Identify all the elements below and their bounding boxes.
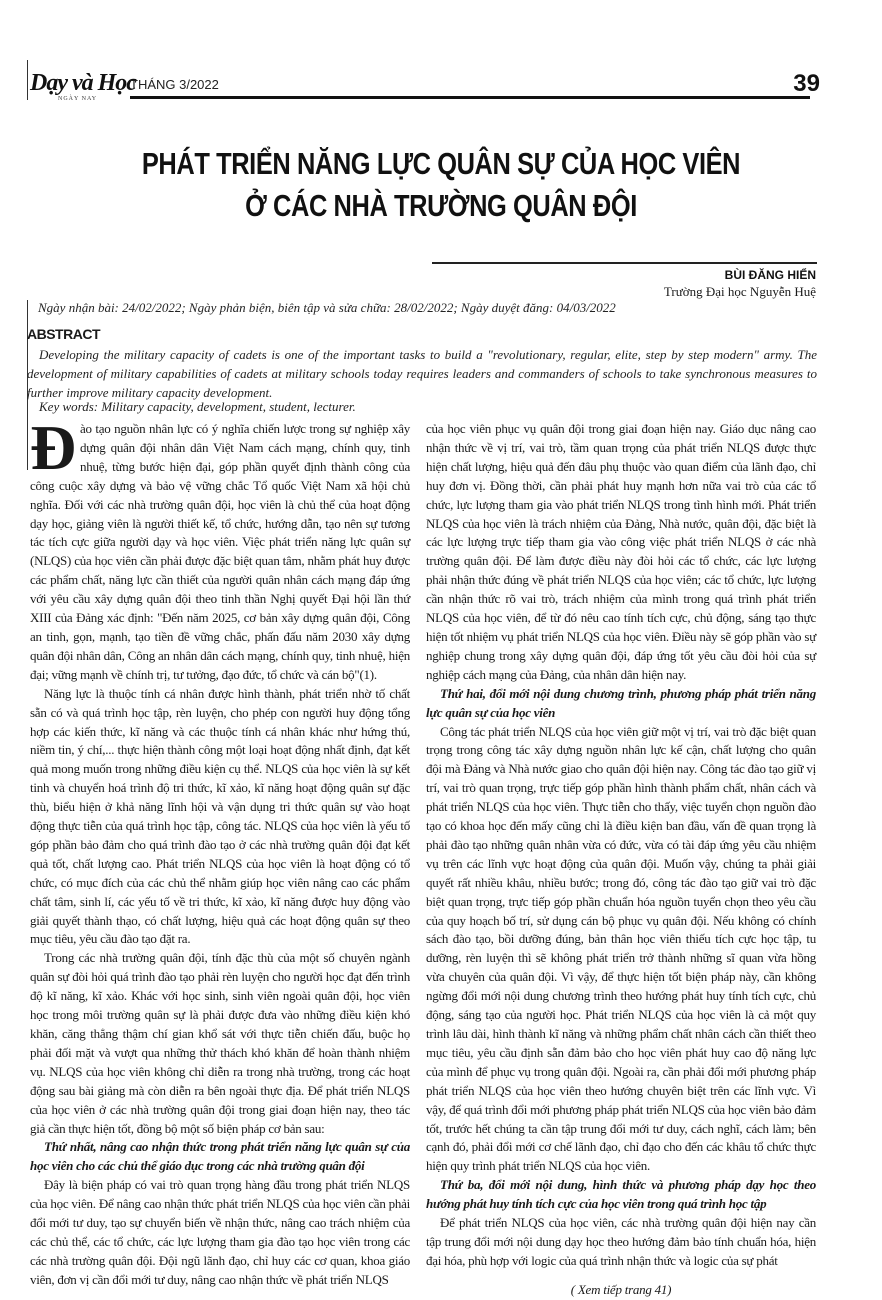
abstract-heading: ABSTRACT: [27, 326, 100, 342]
paragraph-intro: [30, 412, 410, 685]
page-header: [30, 68, 820, 108]
paragraph: Đây là biện pháp có vai trò quan trọng hàng đầu trong phát triển NLQS của học viên. Để nâng cao nhận thức phát triển NLQS của học viên cần phải đổi mới tư duy, tạo sự chuyển biến về nhận thức, nâng cao trách nhiệm của các chủ thể, các tổ chức, các lực lượng tham gia đào tạo học viên trong các các nhà trường quân đội. Đội ngũ lãnh đạo, chỉ huy các cơ quan, khoa giáo viên, đơn vị cần đổi mới tư duy, nâng cao nhận thức về phát triển NLQS: [30, 1177, 410, 1287]
author-affiliation: Trường Đại học Nguyễn Huệ: [663, 284, 816, 299]
section-heading-2: Thứ hai, đổi mới nội dung chương trình, phương pháp phát triển năng lực quân sự của học viên: [426, 685, 816, 720]
paragraph-continued: của học viên phục vụ quân đội trong giai đoạn hiện nay. Giáo dục nâng cao nhận thức về vị trí, vai trò, tầm quan trọng của phát triển NLQS được thực hiện chất lượng, hiệu quả đến đâu phụ thuộc vào quan điểm của lãnh đạo, chỉ huy đơn vị. Đồng thời, cần phải phát huy mạnh hơn nữa vai trò của các tổ chức, lực lượng tham gia vào phát triển NLQS trong tình hình mới. Phát triển NLQS của học viên là trách nhiệm của Đảng, Nhà nước, quân đội, đặc biệt là các lực lượng trực tiếp tham gia vào công việc phát triển NLQS ở các nhà trường quân đội. Để làm được điều này đòi hỏi các tổ chức, các lực lượng phải nhận thức đúng về phát triển NLQS của học viên; các tổ chức, lực lượng cần nhận thức rõ vai trò, trách nhiệm của mình trong quá trình phát triển NLQS của học viên, để từ đó nêu cao tính tích cực, chủ động, sáng tạo thực hiện tốt nhiệm vụ phát triển NLQS của học viên. Điều này sẽ góp phần vào sự nghiệp chung trong xây dựng quân đội, đáp ứng tốt yêu cầu đòi hỏi của sự nghiệp cách mạng của Đảng, của nhân dân hiện nay.: [426, 421, 816, 682]
magazine-logo-subtitle: NGÀY NAY: [58, 96, 98, 102]
keywords: Key words: Military capacity, development, student, lecturer.: [39, 399, 356, 414]
page-number: 39: [793, 70, 820, 97]
paragraph: Để phát triển NLQS của học viên, các nhà trường quân đội hiện nay cần tập trung đổi mới nội dung dạy học theo hướng đảm bảo tính chuẩn hóa, hiện đại hóa, phù hợp với logic của quá trình nhận thức và logic của sự phát: [426, 1215, 816, 1268]
section-heading-1: Thứ nhất, nâng cao nhận thức trong phát triển năng lực quân sự của học viên cho các chủ thể giáo dục trong các nhà trường quân đội: [30, 1139, 410, 1174]
header-rule: [130, 96, 810, 99]
paragraph: Năng lực là thuộc tính cá nhân được hình thành, phát triển nhờ tố chất sẵn có và quá trình học tập, rèn luyện, cho phép con người huy động tổng hợp các kiến thức, kĩ năng và các thuộc tính cá nhân khác như hứng thú, niềm tin, ý chí,... thực hiện thành công một loại hoạt động nhất định, đạt kết quả mong muốn trong những điều kiện cụ thể. NLQS của học viên là sự kết tinh và chuyển hoá trình độ tri thức, kĩ xảo, kĩ năng hoạt động quân sự đặc thù, biểu hiện ở khả năng lĩnh hội và vận dụng tri thức quân sự vào hoạt động thực tiễn của quá trình học tập, công tác. NLQS của học viên là yếu tố góp phần bảo đảm cho quá trình đào tạo ở các nhà trường quân đội đạt kết quả tốt, chất lượng cao. Phát triển NLQS của học viên là hoạt động có tổ chức, có mục đích của các chủ thể nhằm giúp học viên nâng cao các phẩm chất tâm, sinh lí, các yếu tố về tri thức, kĩ xảo, kĩ năng được huy động vào giải quyết thành thạo, có chất lượng, hiệu quả các hoạt động quân sự theo mục tiêu, yêu cầu đào tạo đặt ra.: [30, 685, 410, 947]
issue-date: THÁNG 3/2022: [130, 77, 219, 92]
drop-cap: Đ: [30, 412, 76, 483]
title-line-1: PHÁT TRIỂN NĂNG LỰC QUÂN SỰ CỦA HỌC VIÊN: [141, 146, 741, 181]
author-name: BÙI ĐĂNG HIỂN: [724, 268, 816, 282]
right-column: [426, 420, 816, 1300]
left-column: [30, 412, 410, 1290]
scan-margin-line: [27, 60, 28, 100]
author-rule: [432, 262, 817, 264]
title-line-2: Ở CÁC NHÀ TRƯỜNG QUÂN ĐỘI: [245, 188, 637, 223]
submission-dates: Ngày nhận bài: 24/02/2022; Ngày phản biện, biên tập và sửa chữa: 28/02/2022; Ngày duyệt đăng: 04/03/2022: [38, 300, 616, 315]
article-title: [79, 143, 802, 227]
magazine-logo: Dạy và Học: [30, 70, 136, 96]
abstract-text: Developing the military capacity of cadets is one of the important tasks to build a "revolutionary, regular, elite, step by step modern" army. The development of military capabilities of cadets at military schools today requires leaders and commanders of schools to take synchronous measures to further improve military capacity development.: [27, 347, 817, 400]
section-heading-3: Thứ ba, đổi mới nội dung, hình thức và phương pháp dạy học theo hướng phát huy tính tích cực của học viên trong quá trình học tập: [426, 1177, 816, 1212]
paragraph: Trong các nhà trường quân đội, tính đặc thù của một số chuyên ngành quân sự đòi hỏi quá trình đào tạo phải rèn luyện cho người học đạt đến trình độ kĩ năng, kĩ xảo. Khác với học sinh, sinh viên ngoài quân đội, học viên học trong môi trường quân sự là phải được đưa vào những điều kiện khó khăn, căng thẳng thậm chí gian khổ sát với thực tiễn chiến đấu, buộc họ phải đối mặt và vượt qua những thử thách khó khăn để hoàn thành nhiệm vụ. NLQS của học viên không chỉ diễn ra trong nhà trường, trong các hoạt động sau bài giảng mà còn diễn ra bên ngoài thực địa. Để phát triển NLQS của học viên ở các nhà trường quân đội trong giai đoạn hiện nay, theo tác giả cần thực hiện tốt, đồng bộ một số biện pháp cơ bản sau:: [30, 950, 410, 1136]
paragraph-intro-text: ào tạo nguồn nhân lực có ý nghĩa chiến lược trong sự nghiệp xây dựng quân đội nhân dân Việt Nam cách mạng, chính quy, tinh nhuệ, từng bước hiện đại, góp phần quyết định thành công của công cuộc xây dựng và bảo vệ vững chắc Tổ quốc Việt Nam xã hội chủ nghĩa. Đối với các nhà trường quân đội, học viên là chủ thể của hoạt động dạy học, giảng viên là người thiết kế, tổ chức, hướng dẫn, tạo nên sự tương tác tích cực giữa người dạy và học viên. Việc phát triển năng lực quân sự (NLQS) của học viên cần phải được đặc biệt quan tâm, nhằm phát huy được các phẩm chất, năng lực cần thiết của người quân nhân cách mạng đáp ứng với yêu cầu xây dựng quân đội theo tinh thần Nghị quyết Đại hội lần thứ XIII của Đảng xác định: "Đến năm 2025, cơ bản xây dựng quân đội, Công an tinh, gọn, mạnh, tạo tiền đề vững chắc, phấn đấu năm 2030 xây dựng quân đội nhân dân, Công an nhân dân cách mạng, chính quy, tinh nhuệ, hiện đại; vững mạnh về chính trị, tư tưởng, đạo đức, tổ chức và cán bộ"(1).: [30, 421, 410, 682]
paragraph: Công tác phát triển NLQS của học viên giữ một vị trí, vai trò đặc biệt quan trọng trong công tác xây dựng nguồn nhân lực kế cận, chất lượng cho quân đội mà Đảng và Nhà nước giao cho quân đội hiện nay. Công tác đào tạo giữ vị trí, vai trò quan trọng, trực tiếp góp phần hình thành phẩm chất, nhân cách và phát triển NLQS của học viên. Thực tiễn cho thấy, việc tuyển chọn nguồn đào tạo có khoa học đến mấy cũng chỉ là điều kiện ban đầu, vấn đề quan trọng là phải đào tạo những quân nhân vừa có đức, vừa có tài đáp ứng yêu cầu nhiệm vụ trên các lĩnh vực hoạt động của quân đội. Muốn vậy, chúng ta phải giải quyết rất nhiều khâu, nhiều bước; trong đó, công tác đào tạo giữ vai trò đặc biệt quan trọng, trực tiếp góp phần chuẩn hóa nguồn tuyển chọn theo yêu cầu của quy hoạch bố trí, sử dụng cán bộ phục vụ quân đội. Nếu không có chính sách đào tạo, bồi dưỡng đúng, bản thân học viên thiếu tích cực học tập, tu dưỡng, rèn luyện thì sẽ không phát triển trở thành những sĩ quan vừa hồng vừa chuyên của quân đội. Vì vậy, để thực hiện tốt biện pháp này, cần không ngừng đổi mới nội dung chương trình theo hướng phát huy tính tích cực, chủ động, sáng tạo của người học. Phát triển NLQS của học viên là cả một quy trình lâu dài, hình thành kĩ năng và những phẩm chất nhân cách cần thiết theo mục tiêu, yêu cầu định sẵn đảm bảo cho học viên phát huy cao độ năng lực của mình để phục vụ trong quân đội. Ngoài ra, cần phải đổi mới phương pháp phát triển NLQS của học viên theo hướng chuyên biệt trên các lĩnh vực. Vì vậy, để quá trình đổi mới phương pháp phát triển NLQS của học viên bảo đảm tốt, trước hết chúng ta cần tập trung đổi mới tư duy, cách nghĩ, cách làm; bên cạnh đó, phải đổi mới cơ chế lãnh đạo, chỉ đạo cho đến các khâu tổ chức thực hiện quy trình phát triển NLQS của học viên.: [426, 723, 816, 1174]
continued-on-page-note: ( Xem tiếp trang 41): [570, 1281, 672, 1297]
